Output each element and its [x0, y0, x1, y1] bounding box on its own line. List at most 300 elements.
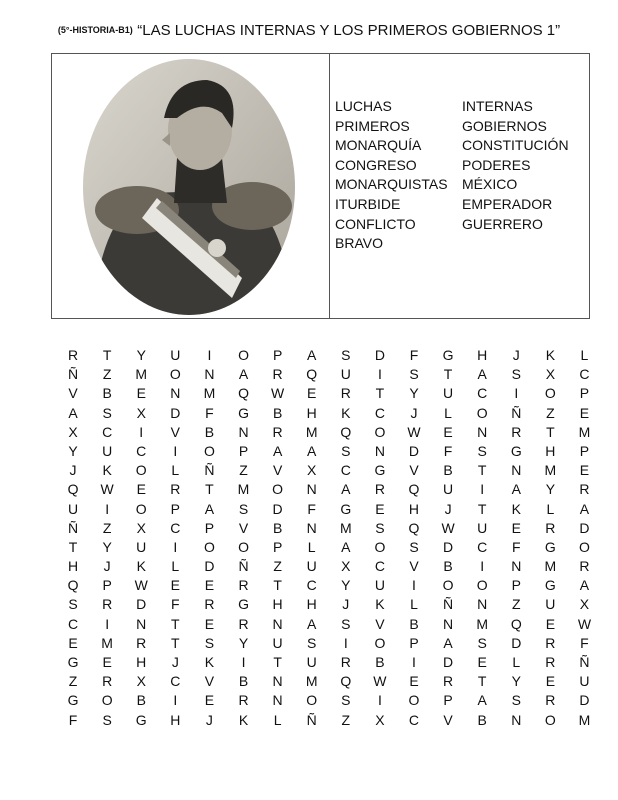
grid-letter[interactable]: N	[306, 519, 317, 536]
grid-letter[interactable]: A	[272, 442, 283, 459]
grid-letter[interactable]: M	[305, 423, 318, 440]
grid-letter[interactable]: V	[375, 615, 385, 632]
grid-letter[interactable]: G	[442, 347, 454, 363]
grid-letter[interactable]: S	[68, 596, 78, 613]
grid-letter[interactable]: P	[272, 538, 283, 555]
grid-letter[interactable]: A	[341, 538, 351, 555]
grid-letter[interactable]: V	[443, 711, 453, 728]
grid-letter[interactable]: T	[375, 385, 385, 402]
grid-letter[interactable]: B	[204, 423, 215, 440]
grid-letter[interactable]: G	[510, 442, 522, 459]
grid-letter[interactable]: D	[204, 558, 215, 575]
grid-letter[interactable]: N	[272, 615, 283, 632]
grid-letter[interactable]: N	[272, 692, 283, 709]
grid-letter[interactable]: C	[477, 538, 488, 555]
grid-letter[interactable]: H	[67, 558, 79, 575]
grid-letter[interactable]: K	[204, 654, 215, 670]
grid-letter[interactable]: C	[579, 366, 590, 383]
grid-letter[interactable]: E	[477, 654, 487, 670]
grid-letter[interactable]: J	[410, 404, 418, 421]
grid-letter[interactable]: V	[409, 462, 419, 479]
grid-letter[interactable]: O	[544, 385, 556, 402]
grid-letter[interactable]: B	[443, 558, 453, 575]
grid-letter[interactable]: S	[341, 615, 351, 632]
grid-letter[interactable]: N	[511, 462, 522, 479]
grid-letter[interactable]: O	[238, 538, 249, 555]
grid-letter[interactable]: I	[480, 558, 485, 575]
grid-letter[interactable]: H	[477, 347, 488, 363]
grid-letter[interactable]: O	[306, 692, 318, 709]
grid-letter[interactable]: U	[477, 519, 488, 536]
grid-letter[interactable]: S	[477, 634, 487, 651]
grid-letter[interactable]: F	[68, 711, 78, 728]
grid-letter[interactable]: L	[171, 558, 180, 575]
grid-letter[interactable]: E	[204, 577, 215, 594]
grid-letter[interactable]: A	[511, 481, 521, 498]
grid-letter[interactable]: I	[241, 654, 246, 670]
grid-letter[interactable]: U	[136, 538, 147, 555]
grid-letter[interactable]: Q	[238, 385, 249, 402]
grid-letter[interactable]: O	[101, 692, 113, 709]
grid-letter[interactable]: I	[173, 538, 178, 555]
grid-letter[interactable]: P	[170, 500, 180, 517]
grid-letter[interactable]: Y	[238, 634, 249, 651]
grid-letter[interactable]: V	[68, 385, 78, 402]
grid-letter[interactable]: H	[306, 596, 317, 613]
grid-letter[interactable]: R	[272, 366, 283, 383]
grid-letter[interactable]: B	[375, 654, 385, 670]
grid-letter[interactable]: M	[101, 634, 113, 651]
grid-letter[interactable]: W	[577, 615, 592, 632]
grid-letter[interactable]: L	[444, 404, 452, 421]
grid-letter[interactable]: B	[477, 711, 487, 728]
grid-letter[interactable]: A	[579, 577, 590, 594]
grid-letter[interactable]: E	[409, 673, 419, 690]
grid-letter[interactable]: S	[341, 347, 351, 363]
grid-letter[interactable]: S	[511, 366, 521, 383]
grid-letter[interactable]: F	[171, 596, 180, 613]
grid-letter[interactable]: P	[409, 634, 419, 651]
grid-letter[interactable]: O	[135, 462, 147, 479]
grid-letter[interactable]: R	[170, 481, 181, 498]
grid-letter[interactable]: I	[377, 692, 382, 709]
grid-letter[interactable]: T	[102, 347, 112, 363]
grid-letter[interactable]: I	[412, 577, 416, 594]
grid-letter[interactable]: N	[511, 558, 522, 575]
grid-letter[interactable]: L	[512, 654, 521, 670]
grid-letter[interactable]: B	[409, 615, 419, 632]
grid-letter[interactable]: Ñ	[306, 711, 317, 728]
grid-letter[interactable]: Z	[546, 404, 555, 421]
grid-letter[interactable]: J	[103, 558, 111, 575]
grid-letter[interactable]: U	[306, 654, 317, 670]
grid-letter[interactable]: K	[545, 347, 556, 363]
grid-letter[interactable]: Y	[136, 347, 146, 363]
grid-letter[interactable]: R	[545, 634, 556, 651]
grid-letter[interactable]: G	[67, 692, 79, 709]
grid-letter[interactable]: H	[170, 711, 181, 728]
grid-letter[interactable]: I	[377, 366, 382, 383]
grid-letter[interactable]: N	[204, 366, 215, 383]
grid-letter[interactable]: E	[579, 404, 590, 421]
grid-letter[interactable]: A	[307, 615, 317, 632]
grid-letter[interactable]: Q	[67, 481, 79, 498]
grid-letter[interactable]: D	[511, 634, 522, 651]
grid-letter[interactable]: X	[136, 404, 146, 421]
grid-letter[interactable]: P	[511, 577, 521, 594]
grid-letter[interactable]: I	[514, 385, 519, 402]
grid-letter[interactable]: G	[544, 538, 556, 555]
grid-letter[interactable]: D	[443, 654, 454, 670]
grid-letter[interactable]: P	[272, 347, 283, 363]
grid-letter[interactable]: W	[134, 577, 148, 594]
grid-letter[interactable]: Z	[511, 596, 521, 613]
grid-letter[interactable]: S	[102, 711, 112, 728]
grid-letter[interactable]: O	[579, 538, 590, 555]
grid-letter[interactable]: Z	[102, 366, 112, 383]
grid-letter[interactable]: B	[102, 385, 112, 402]
grid-letter[interactable]: S	[375, 519, 385, 536]
grid-letter[interactable]: B	[136, 692, 146, 709]
grid-letter[interactable]: D	[136, 596, 147, 613]
grid-letter[interactable]: F	[205, 404, 214, 421]
grid-letter[interactable]: C	[170, 519, 181, 536]
grid-letter[interactable]: S	[511, 692, 521, 709]
grid-letter[interactable]: J	[512, 347, 520, 363]
grid-letter[interactable]: R	[340, 654, 351, 670]
grid-letter[interactable]: Y	[409, 385, 419, 402]
grid-letter[interactable]: O	[374, 538, 386, 555]
grid-letter[interactable]: O	[476, 577, 488, 594]
grid-letter[interactable]: Q	[408, 519, 420, 536]
grid-letter[interactable]: D	[579, 519, 590, 536]
grid-letter[interactable]: R	[238, 577, 249, 594]
grid-letter[interactable]: B	[238, 673, 249, 690]
grid-letter[interactable]: O	[442, 577, 454, 594]
grid-letter[interactable]: N	[272, 673, 283, 690]
grid-letter[interactable]: Q	[408, 481, 420, 498]
grid-letter[interactable]: E	[443, 423, 453, 440]
grid-letter[interactable]: X	[375, 711, 385, 728]
grid-letter[interactable]: T	[171, 615, 180, 632]
grid-letter[interactable]: L	[410, 596, 418, 613]
grid-letter[interactable]: U	[340, 366, 351, 383]
grid-letter[interactable]: R	[136, 634, 147, 651]
grid-letter[interactable]: T	[443, 366, 453, 383]
grid-letter[interactable]: E	[204, 692, 215, 709]
grid-letter[interactable]: U	[306, 558, 317, 575]
grid-letter[interactable]: Q	[306, 366, 318, 383]
grid-letter[interactable]: T	[477, 500, 487, 517]
grid-letter[interactable]: S	[238, 500, 249, 517]
grid-letter[interactable]: M	[203, 385, 216, 402]
grid-letter[interactable]: M	[339, 519, 352, 536]
grid-letter[interactable]: T	[477, 673, 487, 690]
grid-letter[interactable]: N	[477, 423, 488, 440]
grid-letter[interactable]: R	[102, 596, 113, 613]
grid-letter[interactable]: Ñ	[511, 404, 522, 421]
grid-letter[interactable]: P	[579, 385, 590, 402]
grid-letter[interactable]: I	[412, 654, 416, 670]
grid-letter[interactable]: F	[307, 500, 316, 517]
grid-letter[interactable]: R	[545, 519, 556, 536]
grid-letter[interactable]: Y	[68, 442, 78, 459]
grid-letter[interactable]: O	[374, 423, 386, 440]
grid-letter[interactable]: J	[171, 654, 179, 670]
grid-letter[interactable]: L	[171, 462, 180, 479]
grid-letter[interactable]: S	[341, 442, 351, 459]
grid-letter[interactable]: M	[476, 615, 488, 632]
grid-letter[interactable]: E	[511, 519, 521, 536]
grid-letter[interactable]: D	[443, 538, 454, 555]
grid-letter[interactable]: Z	[68, 673, 78, 690]
grid-letter[interactable]: V	[204, 673, 215, 690]
grid-letter[interactable]: W	[407, 423, 421, 440]
grid-letter[interactable]: F	[409, 347, 419, 363]
grid-letter[interactable]: H	[408, 500, 420, 517]
grid-letter[interactable]: L	[273, 711, 282, 728]
grid-letter[interactable]: J	[205, 711, 213, 728]
grid-letter[interactable]: N	[477, 596, 488, 613]
grid-letter[interactable]: I	[343, 634, 348, 651]
grid-letter[interactable]: B	[443, 462, 453, 479]
grid-letter[interactable]: P	[579, 442, 590, 459]
grid-letter[interactable]: W	[271, 385, 285, 402]
grid-letter[interactable]: C	[102, 423, 113, 440]
grid-letter[interactable]: N	[170, 385, 181, 402]
grid-letter[interactable]: J	[444, 500, 452, 517]
grid-letter[interactable]: S	[409, 366, 419, 383]
grid-letter[interactable]: R	[238, 615, 249, 632]
grid-letter[interactable]: R	[272, 423, 283, 440]
grid-letter[interactable]: A	[238, 366, 249, 383]
grid-letter[interactable]: K	[102, 462, 112, 479]
grid-letter[interactable]: S	[204, 634, 215, 651]
grid-letter[interactable]: H	[306, 404, 317, 421]
grid-letter[interactable]: E	[545, 615, 556, 632]
grid-letter[interactable]: V	[272, 462, 283, 479]
grid-letter[interactable]: I	[480, 481, 485, 498]
grid-letter[interactable]: Z	[102, 519, 112, 536]
grid-letter[interactable]: H	[272, 596, 283, 613]
grid-letter[interactable]: D	[170, 404, 181, 421]
grid-letter[interactable]: G	[238, 596, 249, 613]
grid-letter[interactable]: C	[340, 462, 351, 479]
grid-letter[interactable]: C	[170, 673, 181, 690]
grid-letter[interactable]: N	[511, 711, 522, 728]
grid-letter[interactable]: X	[579, 596, 590, 613]
grid-letter[interactable]: T	[546, 423, 555, 440]
grid-letter[interactable]: T	[171, 634, 180, 651]
grid-letter[interactable]: R	[374, 481, 385, 498]
grid-letter[interactable]: F	[511, 538, 521, 555]
grid-letter[interactable]: G	[340, 500, 352, 517]
grid-letter[interactable]: X	[307, 462, 317, 479]
grid-letter[interactable]: O	[374, 634, 386, 651]
grid-letter[interactable]: V	[409, 558, 419, 575]
grid-letter[interactable]: A	[443, 634, 453, 651]
grid-letter[interactable]: Y	[341, 577, 351, 594]
grid-letter[interactable]: O	[169, 366, 181, 383]
grid-letter[interactable]: S	[409, 538, 419, 555]
grid-letter[interactable]: U	[545, 596, 556, 613]
grid-letter[interactable]: S	[341, 692, 351, 709]
grid-letter[interactable]: W	[373, 673, 387, 690]
grid-letter[interactable]: P	[238, 442, 249, 459]
grid-letter[interactable]: Z	[273, 558, 282, 575]
grid-letter[interactable]: V	[170, 423, 180, 440]
grid-letter[interactable]: E	[204, 615, 215, 632]
grid-letter[interactable]: D	[408, 442, 420, 459]
grid-letter[interactable]: R	[204, 596, 215, 613]
grid-letter[interactable]: N	[306, 481, 317, 498]
grid-letter[interactable]: Ñ	[443, 596, 454, 613]
grid-letter[interactable]: D	[374, 347, 385, 363]
grid-letter[interactable]: Y	[545, 481, 556, 498]
grid-letter[interactable]: I	[173, 692, 178, 709]
grid-letter[interactable]: E	[136, 481, 146, 498]
grid-letter[interactable]: O	[203, 442, 215, 459]
grid-letter[interactable]: M	[135, 366, 148, 383]
grid-letter[interactable]: I	[105, 615, 110, 632]
grid-letter[interactable]: O	[135, 500, 147, 517]
grid-letter[interactable]: G	[135, 711, 147, 728]
grid-letter[interactable]: Ñ	[238, 558, 249, 575]
grid-letter[interactable]: H	[136, 654, 147, 670]
grid-letter[interactable]: F	[580, 634, 589, 651]
grid-letter[interactable]: G	[544, 577, 556, 594]
grid-letter[interactable]: R	[340, 385, 351, 402]
grid-letter[interactable]: A	[307, 442, 317, 459]
grid-letter[interactable]: C	[136, 442, 147, 459]
grid-letter[interactable]: K	[136, 558, 146, 575]
grid-letter[interactable]: U	[443, 481, 454, 498]
grid-letter[interactable]: A	[477, 692, 487, 709]
grid-letter[interactable]: I	[173, 442, 178, 459]
grid-letter[interactable]: P	[204, 519, 215, 536]
grid-letter[interactable]: R	[545, 692, 556, 709]
grid-letter[interactable]: C	[306, 577, 317, 594]
grid-letter[interactable]: G	[374, 462, 386, 479]
grid-letter[interactable]: X	[136, 519, 146, 536]
grid-letter[interactable]: X	[68, 423, 78, 440]
grid-letter[interactable]: M	[237, 481, 250, 498]
grid-letter[interactable]: T	[273, 577, 282, 594]
grid-letter[interactable]: F	[443, 442, 453, 459]
grid-letter[interactable]: G	[238, 404, 249, 421]
grid-letter[interactable]: R	[102, 673, 113, 690]
grid-letter[interactable]: T	[273, 654, 282, 670]
grid-letter[interactable]: Ñ	[579, 654, 590, 670]
grid-letter[interactable]: E	[136, 385, 146, 402]
grid-letter[interactable]: T	[205, 481, 214, 498]
grid-letter[interactable]: U	[272, 634, 283, 651]
grid-letter[interactable]: A	[477, 366, 487, 383]
grid-letter[interactable]: U	[443, 385, 454, 402]
grid-letter[interactable]: H	[545, 442, 556, 459]
grid-letter[interactable]: M	[578, 423, 591, 440]
grid-letter[interactable]: U	[102, 442, 113, 459]
grid-letter[interactable]: T	[477, 462, 487, 479]
grid-letter[interactable]: E	[307, 385, 317, 402]
grid-letter[interactable]: Z	[239, 462, 248, 479]
grid-letter[interactable]: U	[67, 500, 79, 517]
grid-letter[interactable]: O	[238, 347, 249, 363]
grid-letter[interactable]: O	[272, 481, 284, 498]
grid-letter[interactable]: N	[136, 615, 147, 632]
grid-letter[interactable]: Q	[510, 615, 522, 632]
grid-letter[interactable]: E	[102, 654, 112, 670]
grid-letter[interactable]: S	[102, 404, 112, 421]
grid-letter[interactable]: R	[545, 654, 556, 670]
grid-letter[interactable]: S	[307, 634, 317, 651]
grid-letter[interactable]: L	[580, 347, 589, 363]
grid-letter[interactable]: A	[68, 404, 78, 421]
grid-letter[interactable]: O	[476, 404, 488, 421]
grid-letter[interactable]: B	[272, 404, 283, 421]
grid-letter[interactable]: K	[238, 711, 249, 728]
grid-letter[interactable]: C	[67, 615, 79, 632]
grid-letter[interactable]: C	[477, 385, 488, 402]
grid-letter[interactable]: Q	[340, 673, 352, 690]
grid-letter[interactable]: K	[341, 404, 351, 421]
grid-letter[interactable]: O	[203, 538, 215, 555]
grid-letter[interactable]: E	[68, 634, 78, 651]
grid-letter[interactable]: C	[374, 404, 385, 421]
grid-letter[interactable]: A	[579, 500, 590, 517]
grid-letter[interactable]: K	[511, 500, 521, 517]
grid-letter[interactable]: R	[238, 692, 249, 709]
grid-letter[interactable]: P	[102, 577, 112, 594]
grid-letter[interactable]: M	[544, 558, 557, 575]
grid-letter[interactable]: R	[579, 558, 590, 575]
grid-letter[interactable]: J	[342, 596, 350, 613]
grid-letter[interactable]: C	[374, 558, 385, 575]
grid-letter[interactable]: R	[67, 347, 79, 363]
grid-letter[interactable]: X	[341, 558, 351, 575]
grid-letter[interactable]: A	[341, 481, 351, 498]
grid-letter[interactable]: R	[511, 423, 522, 440]
grid-letter[interactable]: I	[207, 347, 212, 363]
grid-letter[interactable]: X	[136, 673, 146, 690]
grid-letter[interactable]: A	[204, 500, 215, 517]
grid-letter[interactable]: J	[69, 462, 77, 479]
grid-letter[interactable]: W	[100, 481, 114, 498]
grid-letter[interactable]: Y	[102, 538, 112, 555]
grid-letter[interactable]: Y	[511, 673, 521, 690]
grid-letter[interactable]: E	[579, 462, 590, 479]
grid-letter[interactable]: M	[305, 673, 318, 690]
grid-letter[interactable]: Z	[341, 711, 351, 728]
grid-letter[interactable]: B	[272, 519, 283, 536]
grid-letter[interactable]: Ñ	[67, 519, 79, 536]
grid-letter[interactable]: V	[238, 519, 249, 536]
grid-letter[interactable]: A	[307, 347, 317, 363]
grid-letter[interactable]: C	[408, 711, 420, 728]
grid-letter[interactable]: I	[105, 500, 110, 517]
grid-letter[interactable]: W	[441, 519, 455, 536]
grid-letter[interactable]: M	[578, 711, 591, 728]
grid-letter[interactable]: L	[546, 500, 555, 517]
grid-letter[interactable]: K	[375, 596, 385, 613]
grid-letter[interactable]: G	[67, 654, 79, 670]
grid-letter[interactable]: N	[238, 423, 249, 440]
grid-letter[interactable]: N	[374, 442, 385, 459]
grid-letter[interactable]: D	[579, 692, 590, 709]
grid-letter[interactable]: U	[170, 347, 181, 363]
grid-letter[interactable]: U	[374, 577, 385, 594]
grid-letter[interactable]: E	[545, 673, 556, 690]
